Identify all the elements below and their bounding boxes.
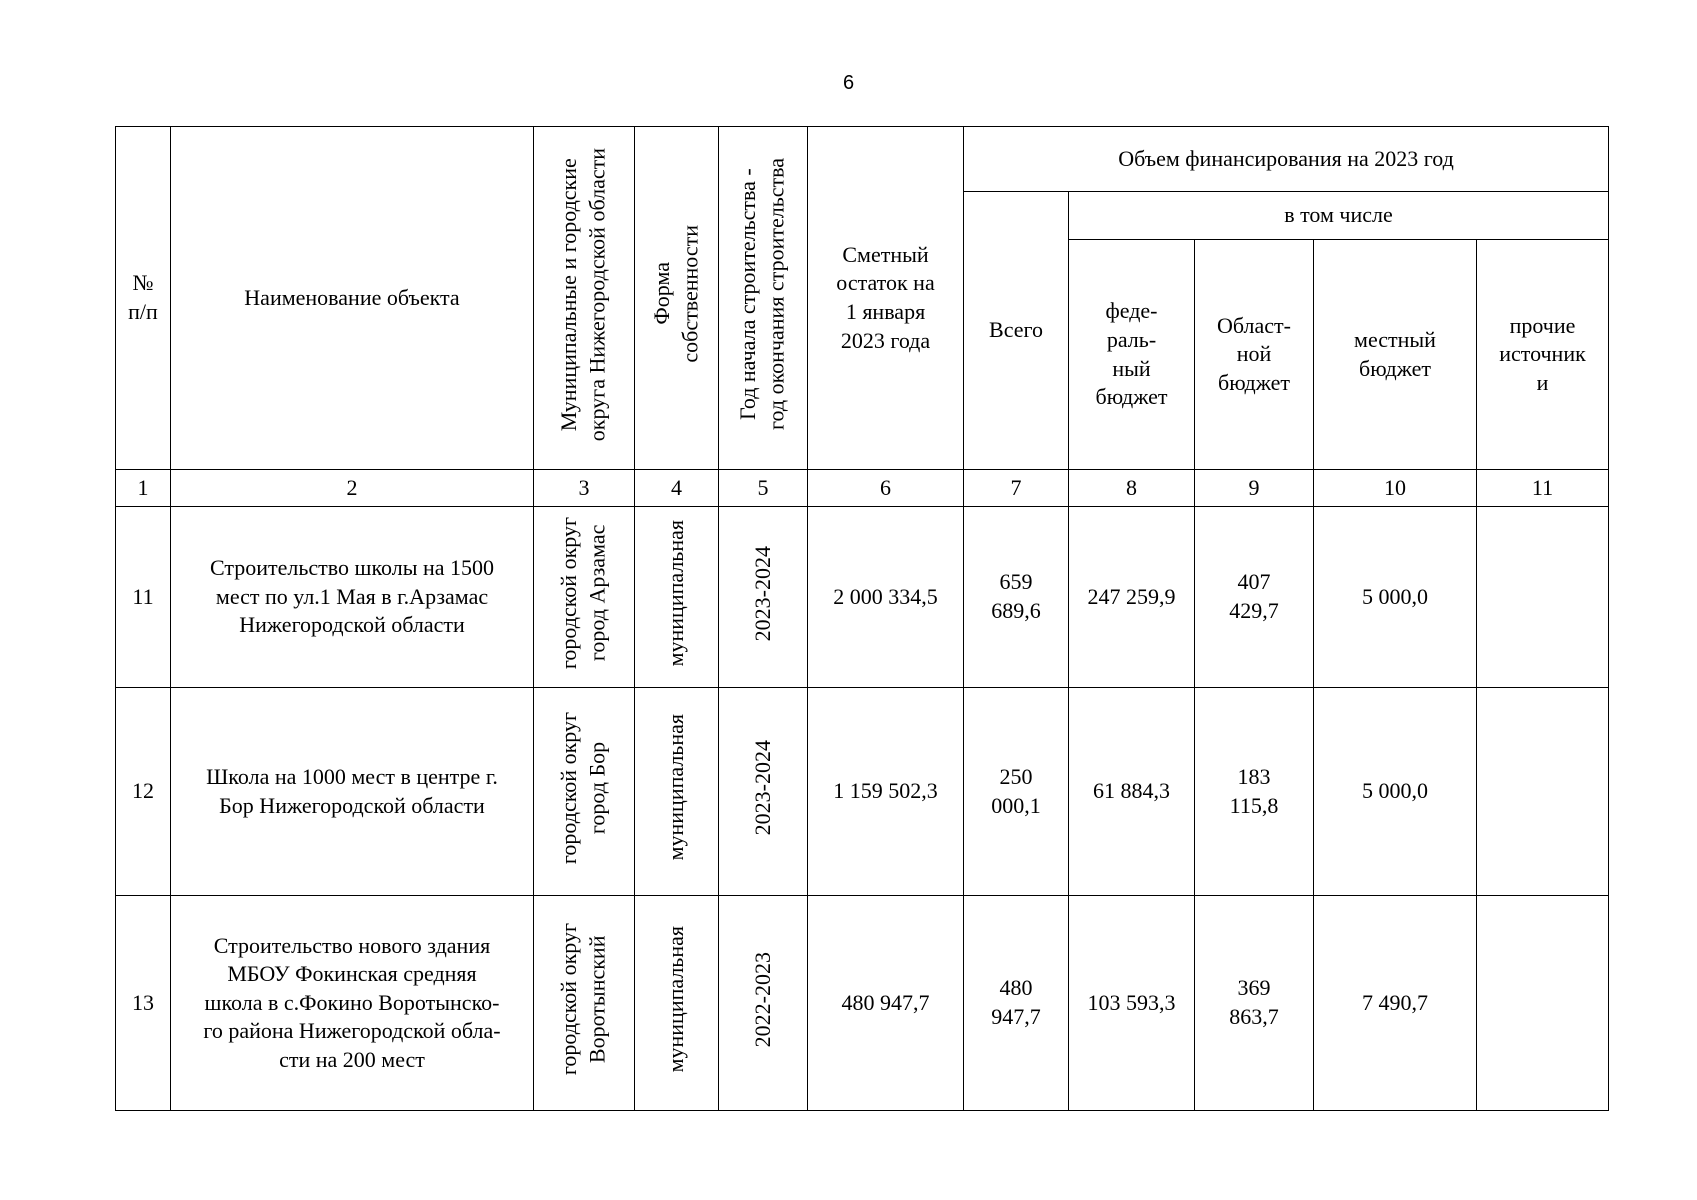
years-text: 2023-2024 bbox=[749, 740, 775, 836]
municipality-cell bbox=[534, 896, 635, 1111]
years-cell bbox=[719, 896, 808, 1111]
estimate-value: 480 947,7 bbox=[808, 896, 964, 1111]
header-federal: феде- раль- ный бюджет bbox=[1069, 240, 1195, 470]
header-estimate: Сметный остаток на 1 января 2023 года bbox=[808, 127, 964, 470]
regional-value: 407 429,7 bbox=[1195, 507, 1314, 688]
header-local: местный бюджет bbox=[1314, 240, 1477, 470]
other-value bbox=[1477, 507, 1609, 688]
header-regional: Област- ной бюджет bbox=[1195, 240, 1314, 470]
header-name: Наименование объекта bbox=[171, 127, 534, 470]
header-years bbox=[719, 127, 808, 470]
header-ownership bbox=[635, 127, 719, 470]
total-value: 480 947,7 bbox=[964, 896, 1069, 1111]
row-num: 13 bbox=[116, 896, 171, 1111]
object-name: Строительство школы на 1500 мест по ул.1 Мая в г.Арзамас Нижегородской области bbox=[171, 507, 534, 688]
federal-value: 247 259,9 bbox=[1069, 507, 1195, 688]
header-years-text: Год начала строительства - год окончания строительства bbox=[735, 158, 789, 431]
header-other: прочие источник и bbox=[1477, 240, 1609, 470]
estimate-value: 2 000 334,5 bbox=[808, 507, 964, 688]
header-ownership-text: Форма собственности bbox=[648, 225, 703, 363]
regional-value: 183 115,8 bbox=[1195, 688, 1314, 896]
ownership-text: муниципальная bbox=[663, 519, 689, 667]
municipality-text: городской округ город Бор bbox=[556, 711, 610, 864]
total-value: 250 000,1 bbox=[964, 688, 1069, 896]
years-cell bbox=[719, 507, 808, 688]
table-row bbox=[116, 896, 1609, 1111]
estimate-value: 1 159 502,3 bbox=[808, 688, 964, 896]
local-value: 7 490,7 bbox=[1314, 896, 1477, 1111]
column-numbers-row bbox=[116, 470, 1609, 507]
header-including: в том числе bbox=[1069, 192, 1609, 240]
row-num: 12 bbox=[116, 688, 171, 896]
column-number: 9 bbox=[1195, 470, 1314, 507]
federal-value: 61 884,3 bbox=[1069, 688, 1195, 896]
header-row-1 bbox=[116, 127, 1609, 192]
table-row bbox=[116, 507, 1609, 688]
financing-table bbox=[115, 126, 1609, 1111]
header-num: № п/п bbox=[116, 127, 171, 470]
municipality-cell bbox=[534, 688, 635, 896]
ownership-text: муниципальная bbox=[663, 925, 689, 1073]
header-total: Всего bbox=[964, 192, 1069, 470]
total-value: 659 689,6 bbox=[964, 507, 1069, 688]
column-number: 5 bbox=[719, 470, 808, 507]
ownership-cell bbox=[635, 896, 719, 1111]
column-number: 3 bbox=[534, 470, 635, 507]
column-number: 4 bbox=[635, 470, 719, 507]
years-text: 2022-2023 bbox=[749, 951, 775, 1047]
years-text: 2023-2024 bbox=[749, 545, 775, 641]
ownership-cell bbox=[635, 507, 719, 688]
column-number: 7 bbox=[964, 470, 1069, 507]
column-number: 10 bbox=[1314, 470, 1477, 507]
header-funding-group: Объем финансирования на 2023 год bbox=[964, 127, 1609, 192]
other-value bbox=[1477, 896, 1609, 1111]
column-number: 11 bbox=[1477, 470, 1609, 507]
ownership-text: муниципальная bbox=[663, 714, 689, 861]
object-name: Строительство нового здания МБОУ Фокинская средняя школа в с.Фокино Воротынско- го района Нижегородской обла- сти на 200 мест bbox=[171, 896, 534, 1111]
column-number: 6 bbox=[808, 470, 964, 507]
column-number: 8 bbox=[1069, 470, 1195, 507]
column-number: 2 bbox=[171, 470, 534, 507]
header-municipality-text: Муниципальные и городские округа Нижегородской области bbox=[556, 147, 610, 441]
municipality-text: городской округ Воротынский bbox=[556, 923, 610, 1076]
municipality-cell bbox=[534, 507, 635, 688]
other-value bbox=[1477, 688, 1609, 896]
header-municipality bbox=[534, 127, 635, 470]
municipality-text: городской округ город Арзамас bbox=[556, 517, 610, 670]
years-cell bbox=[719, 688, 808, 896]
ownership-cell bbox=[635, 688, 719, 896]
local-value: 5 000,0 bbox=[1314, 507, 1477, 688]
local-value: 5 000,0 bbox=[1314, 688, 1477, 896]
table-row bbox=[116, 688, 1609, 896]
regional-value: 369 863,7 bbox=[1195, 896, 1314, 1111]
page-number: 6 bbox=[842, 72, 855, 94]
row-num: 11 bbox=[116, 507, 171, 688]
object-name: Школа на 1000 мест в центре г. Бор Нижегородской области bbox=[171, 688, 534, 896]
column-number: 1 bbox=[116, 470, 171, 507]
federal-value: 103 593,3 bbox=[1069, 896, 1195, 1111]
